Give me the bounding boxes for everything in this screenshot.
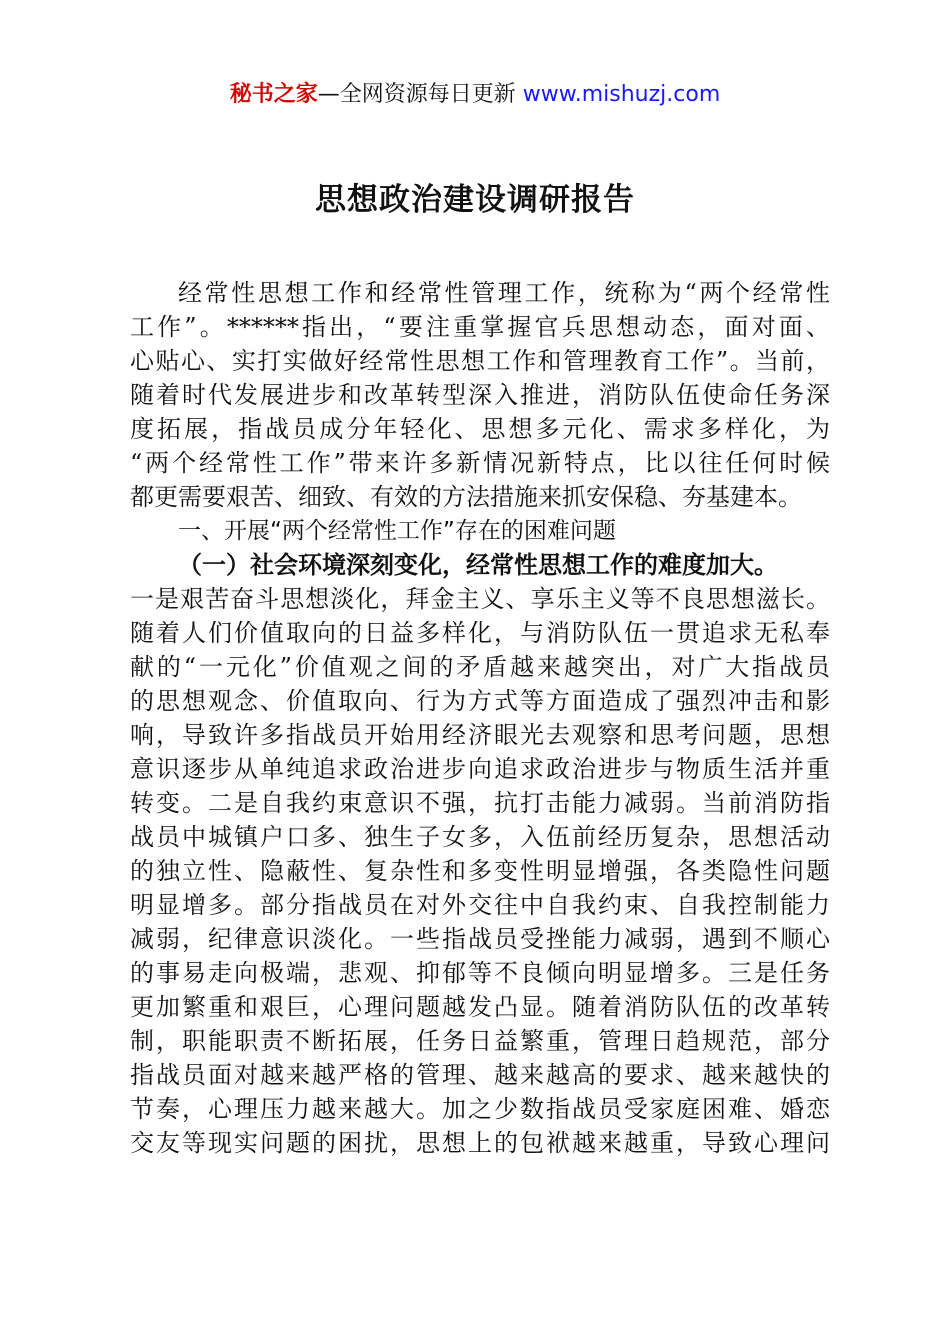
text-line: 随着人们价值取向的日益多样化，与消防队伍一贯追求无私奉 <box>130 619 830 647</box>
text-line: “两个经常性工作”带来许多新情况新特点，比以往任何时候 <box>130 449 830 477</box>
text-line: 都更需要艰苦、细致、有效的方法措施来抓安保稳、夯基建本。 <box>130 483 802 511</box>
site-header <box>0 80 950 110</box>
site-tagline: —全网资源每日更新 <box>317 82 523 107</box>
subsection-heading: （一）社会环境深刻变化，经常性思想工作的难度加大。 <box>178 550 778 579</box>
text-line: 制，职能职责不断拓展，任务日益繁重，管理日趋规范，部分 <box>130 1027 830 1055</box>
text-line: 心贴心、实打实做好经常性思想工作和管理教育工作”。当前， <box>130 347 830 375</box>
text-line: 的独立性、隐蔽性、复杂性和多变性明显增强，各类隐性问题 <box>130 857 830 885</box>
text-line: 明显增多。部分指战员在对外交往中自我约束、自我控制能力 <box>130 891 830 919</box>
text-line: 的思想观念、价值取向、行为方式等方面造成了强烈冲击和影 <box>130 687 830 715</box>
text-line: 减弱，纪律意识淡化。一些指战员受挫能力减弱，遇到不顺心 <box>130 925 830 953</box>
text-line: 经常性思想工作和经常性管理工作，统称为“两个经常性 <box>178 279 830 307</box>
document-body <box>130 276 830 1160</box>
text-line: 的事易走向极端，悲观、抑郁等不良倾向明显增多。三是任务 <box>130 959 830 987</box>
text-line: 献的“一元化”价值观之间的矛盾越来越突出，对广大指战员 <box>130 653 830 681</box>
text-line: 交友等现实问题的困扰，思想上的包袱越来越重，导致心理问 <box>130 1129 830 1157</box>
text-line: 更加繁重和艰巨，心理问题越发凸显。随着消防队伍的改革转 <box>130 993 830 1021</box>
site-url-link[interactable]: www.mishuzj.com <box>522 82 721 107</box>
site-brand: 秘书之家 <box>229 82 318 107</box>
text-line: 一是艰苦奋斗思想淡化，拜金主义、享乐主义等不良思想滋长。 <box>130 585 830 613</box>
text-line: 随着时代发展进步和改革转型深入推进，消防队伍使命任务深 <box>130 381 830 409</box>
text-line: 战员中城镇户口多、独生子女多，入伍前经历复杂，思想活动 <box>130 823 830 851</box>
text-line: 转变。二是自我约束意识不强，抗打击能力减弱。当前消防指 <box>130 789 830 817</box>
text-line: 节奏，心理压力越来越大。加之少数指战员受家庭困难、婚恋 <box>130 1095 830 1123</box>
text-line: 意识逐步从单纯追求政治进步向追求政治进步与物质生活并重 <box>130 755 830 783</box>
text-line: 度拓展，指战员成分年轻化、思想多元化、需求多样化，为 <box>130 415 830 443</box>
text-line: 工作”。******指出，“要注重掌握官兵思想动态，面对面、 <box>130 313 830 341</box>
section-heading: 一、开展“两个经常性工作”存在的困难问题 <box>178 518 616 544</box>
document-title: 思想政治建设调研报告 <box>315 182 635 218</box>
text-line: 指战员面对越来越严格的管理、越来越高的要求、越来越快的 <box>130 1061 830 1089</box>
text-line: 响，导致许多指战员开始用经济眼光去观察和思考问题，思想 <box>130 721 830 749</box>
